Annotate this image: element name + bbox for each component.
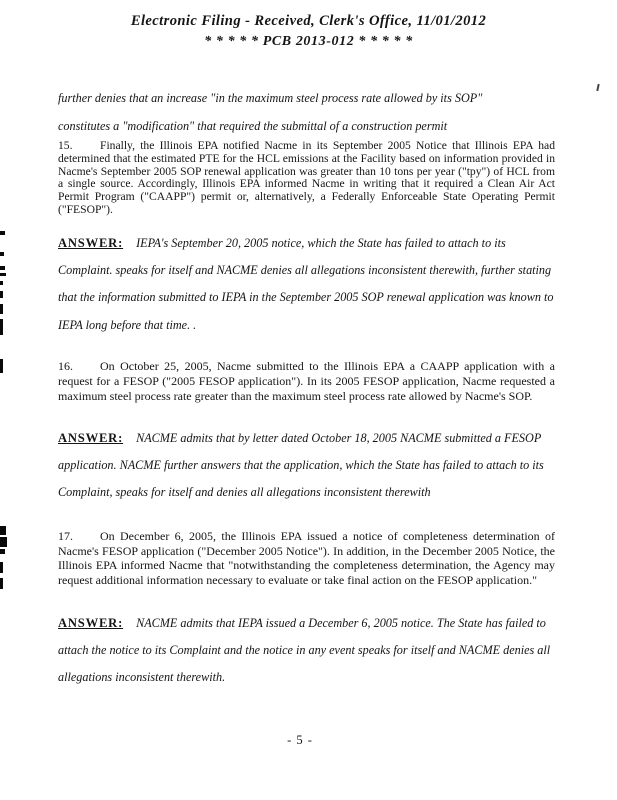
filing-header bbox=[0, 13, 617, 50]
answer-16-label: ANSWER: bbox=[58, 431, 124, 445]
paragraph-15 bbox=[58, 140, 555, 217]
answer-15-label: ANSWER: bbox=[58, 236, 124, 250]
continuation-paragraph bbox=[58, 84, 555, 140]
filing-header-line2: * * * * * PCB 2013-012 * * * * * bbox=[204, 34, 413, 49]
filing-header-line1: Electronic Filing - Received, Clerk's Office, 11/01/2012 bbox=[130, 13, 487, 29]
paragraph-17 bbox=[58, 529, 555, 587]
continuation-line-2: constitutes a "modification" that required the submittal of a construction permit bbox=[58, 119, 448, 133]
answer-17-text: NACME admits that IEPA issued a December 6, 2005 notice. The State has failed to attach the notice to its Complaint and the notice in any event speaks for itself and NACME denies all allegations inconsistent therewith. bbox=[58, 616, 551, 685]
answer-15-text: IEPA's September 20, 2005 notice, which the State has failed to attach to its Complaint. speaks for itself and NACME denies all allegations inconsistent therewith, further stating that the information submitted to IEPA in the September 2005 SOP renewal application was known to IEPA long before that time. . bbox=[58, 236, 554, 332]
paragraph-15-text: Finally, the Illinois EPA notified Nacme in its September 2005 Notice that Illinois EPA had determined that the estimated PTE for the HCL emissions at the Facility based on information provided in Nacme's September 2005 SOP renewal application was greater than 10 tons per year ("tpy") of HCL from a single source. Accordingly, Illinois EPA informed Nacme in writing that it required a Clean Air Act Permit Program ("CAAPP") permit or, alternatively, a Federally Enforceable State Operating Permit ("FESOP"). bbox=[58, 139, 555, 216]
answer-17-label: ANSWER: bbox=[58, 616, 124, 630]
answer-16-text: NACME admits that by letter dated October 18, 2005 NACME submitted a FESOP application. NACME further answers that the application, which the State has failed to attach to its Complaint, speaks for itself and denies all allegations inconsistent therewith bbox=[58, 431, 544, 500]
paragraph-15-number: 15. bbox=[58, 139, 73, 152]
paragraph-16-text: On October 25, 2005, Nacme submitted to the Illinois EPA a CAAPP application with a request for a FESOP ("2005 FESOP application"). In its 2005 FESOP application, Nacme requested a maximum steel process rate greater than the maximum steel process rate allowed by Nacme's SOP. bbox=[58, 359, 555, 403]
paragraph-17-text: On December 6, 2005, the Illinois EPA issued a notice of completeness determination of Nacme's FESOP application ("December 2005 Notice"). In addition, in the December 2005 Notice, the Illinois EPA informed Nacme that "notwithstanding the completeness determination, the Agency may request additional information necessary to evaluate or take final action on the FESOP application." bbox=[58, 529, 555, 587]
answer-17 bbox=[58, 610, 555, 692]
paragraph-16-number: 16. bbox=[58, 359, 73, 373]
continuation-line-1: further denies that an increase "in the maximum steel process rate allowed by its SOP" bbox=[58, 91, 483, 105]
page-number: - 5 - bbox=[287, 733, 313, 747]
answer-16 bbox=[58, 425, 555, 507]
answer-15 bbox=[58, 230, 555, 339]
paragraph-16 bbox=[58, 359, 555, 404]
paragraph-17-number: 17. bbox=[58, 529, 73, 543]
